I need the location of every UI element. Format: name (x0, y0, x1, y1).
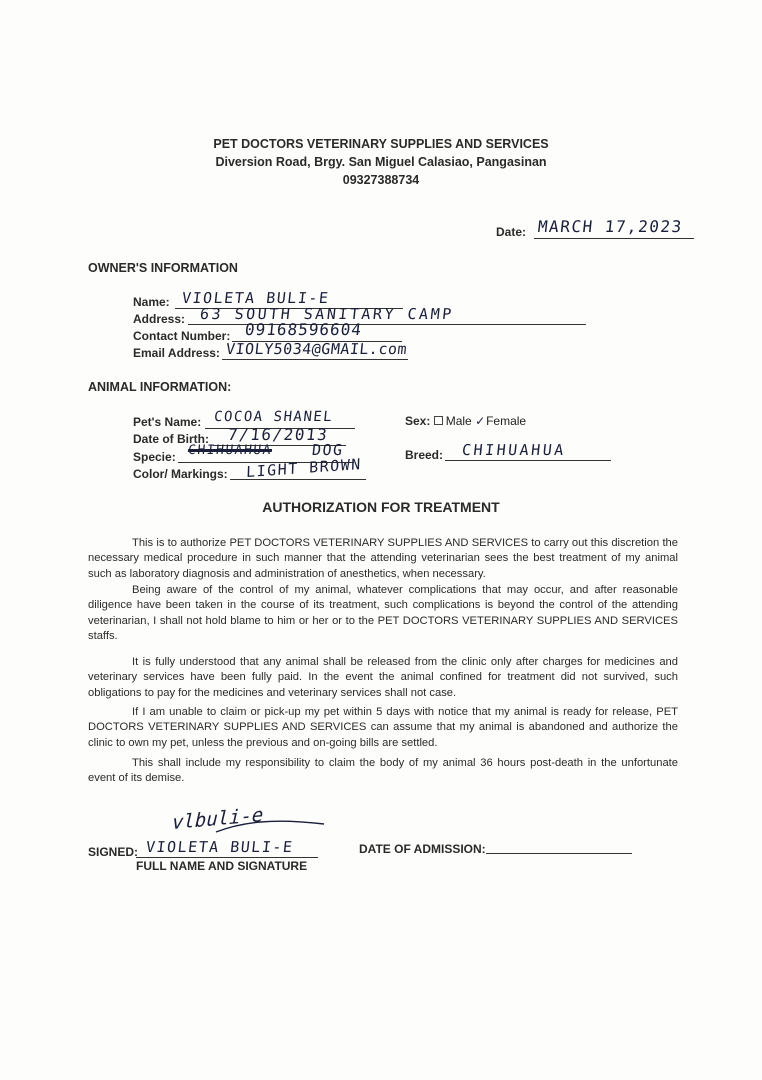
handwritten-signature: vlbuli-e (169, 803, 266, 835)
date-value: MARCH 17,2023 (537, 217, 684, 236)
owner-email-underline (222, 359, 408, 360)
authorization-paragraph-3: It is fully understood that any animal shall be released from the clinic only after charges for medicines and veterinary services have been fully paid. In the event the animal confined for treatment did not survived, such obligations to pay for the medicines and veterinary services shall not case. (88, 656, 678, 699)
clinic-name: PET DOCTORS VETERINARY SUPPLIES AND SERVICES (213, 137, 549, 151)
breed-value: CHIHUAHUA (461, 441, 567, 459)
owner-address-label: Address: (133, 312, 186, 326)
signed-underline (136, 857, 318, 858)
authorization-title: AUTHORIZATION FOR TREATMENT (262, 499, 500, 515)
sex-label: Sex: (405, 414, 431, 428)
authorization-paragraph-1: This is to authorize PET DOCTORS VETERINARY SUPPLIES AND SERVICES to carry out this discretion the necessary medical procedure in such manner that the attending veterinarian sees the best treatment of my animal such as laboratory diagnosis and administration of anesthetics, when necessary. (88, 537, 678, 580)
color-label: Color/ Markings: (133, 467, 228, 481)
animal-heading: ANIMAL INFORMATION: (88, 380, 232, 394)
sex-male-checkbox[interactable] (434, 416, 443, 425)
owner-name-value: VIOLETA BULI-E (181, 289, 331, 307)
color-value: LIGHT BROWN (245, 454, 363, 482)
authorization-paragraph-2: Being aware of the control of my animal, whatever complications that may occur, and after reasonable diligence have been taken in the course of its treatment, such complications is beyond the control of the attending veterinarian, I shall not hold blame to him or her or to the PET DOCTORS VETERINARY SUPPLIES AND SERVICES staffs. (88, 584, 678, 642)
admission-underline (486, 853, 632, 854)
authorization-paragraph-4: If I am unable to claim or pick-up my pet within 5 days with notice that my animal is ready for release, PET DOCTORS VETERINARY SUPPLIES AND SERVICES can assume that my animal is abandoned and authorize the clinic to own my pet, unless the previous and on-going bills are settled. (88, 706, 678, 749)
specie-value: DOG (311, 441, 345, 459)
breed-underline (445, 460, 611, 461)
date-underline (534, 238, 694, 239)
signature-caption: FULL NAME AND SIGNATURE (136, 859, 308, 873)
dob-value: 7/16/2013 (227, 425, 330, 444)
sex-field (405, 414, 526, 428)
date-label: Date: (496, 225, 527, 239)
sex-female-label: Female (486, 414, 527, 428)
pet-name-value: COCOA SHANEL (213, 409, 334, 425)
signed-name-value: VIOLETA BULI-E (145, 838, 295, 856)
clinic-address: Diversion Road, Brgy. San Miguel Calasiao, Pangasinan (215, 155, 547, 169)
sex-male-label: Male (445, 414, 472, 428)
specie-label: Specie: (133, 450, 176, 464)
owner-contact-label: Contact Number: (133, 329, 231, 343)
signature-flourish (212, 814, 332, 838)
dob-label: Date of Birth: (133, 432, 209, 446)
owner-email-label: Email Address: (133, 346, 220, 360)
owner-email-value: VIOLY5034@GMAIL.com (225, 340, 409, 358)
specie-struck-value: CHIHUAHUA (187, 443, 273, 458)
signed-label: SIGNED: (88, 845, 139, 859)
owner-name-label: Name: (133, 295, 170, 309)
owner-heading: OWNER'S INFORMATION (88, 261, 238, 275)
admission-label: DATE OF ADMISSION: (359, 842, 486, 856)
clinic-phone: 09327388734 (342, 173, 420, 187)
breed-label: Breed: (405, 448, 444, 462)
owner-address-value: 63 SOUTH SANITARY CAMP (199, 305, 455, 323)
authorization-paragraph-5: This shall include my responsibility to claim the body of my animal 36 hours post-death in the unfortunate event of its demise. (88, 757, 678, 785)
sex-female-checkmark-icon[interactable]: ✓ (475, 414, 486, 428)
owner-contact-value: 09168596604 (244, 320, 363, 339)
pet-name-label: Pet's Name: (133, 415, 202, 429)
